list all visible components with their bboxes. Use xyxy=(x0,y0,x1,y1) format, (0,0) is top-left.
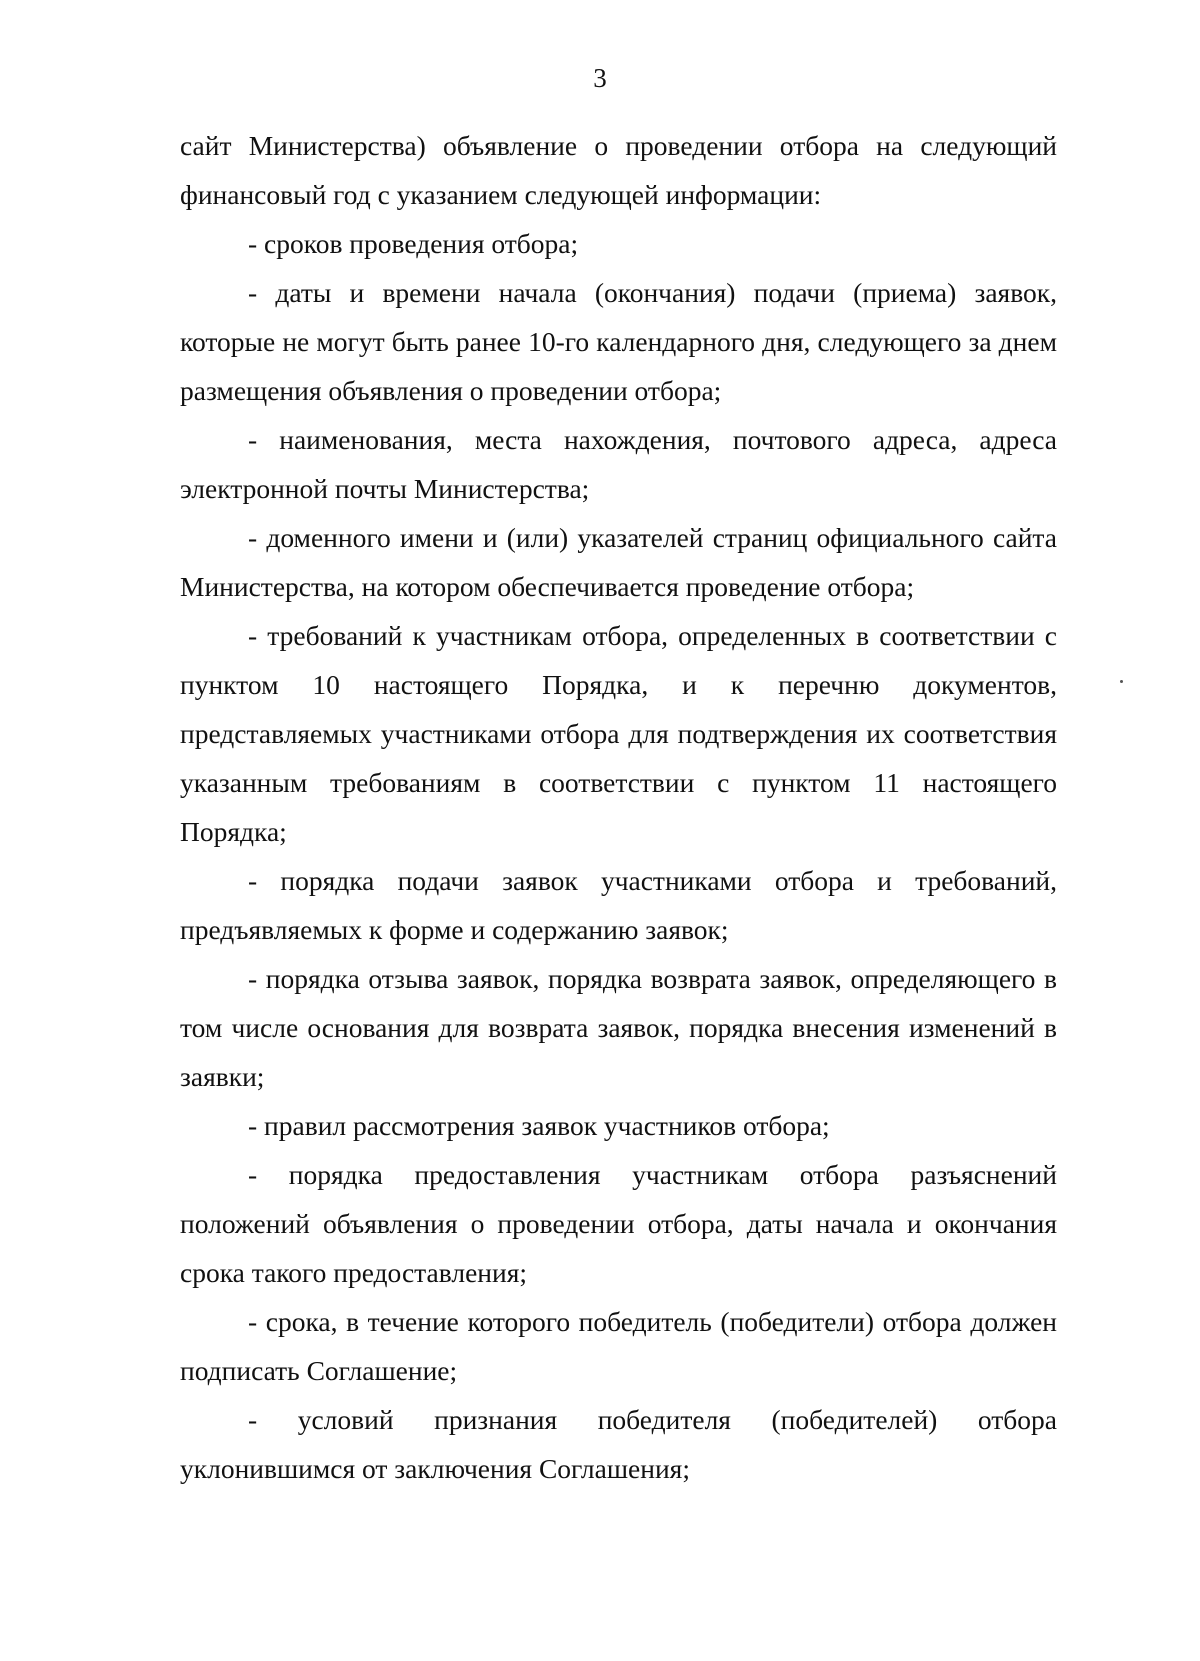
paragraph: сайт Министерства) объявление о проведении отбора на следующий финансовый год с указанием следующей информации: xyxy=(180,130,1057,210)
list-item: - сроков проведения отбора; xyxy=(248,228,579,259)
scan-speck xyxy=(1120,680,1123,683)
list-item: - порядка отзыва заявок, порядка возврата заявок, определяющего в том числе основания для возврата заявок, порядка внесения изменений в заявки; xyxy=(180,963,1057,1092)
document-body xyxy=(180,121,1057,1493)
list-item: - срока, в течение которого победитель (победители) отбора должен подписать Соглашение; xyxy=(180,1306,1057,1386)
list-item: - доменного имени и (или) указателей страниц официального сайта Министерства, на котором обеспечивается проведение отбора; xyxy=(180,522,1057,602)
list-item: - требований к участникам отбора, определенных в соответствии с пунктом 10 настоящего Порядка, и к перечню документов, представляемых участниками отбора для подтверждения их соответствия указанным требованиям в соответствии с пунктом 11 настоящего Порядка; xyxy=(180,620,1057,847)
list-item: - наименования, места нахождения, почтового адреса, адреса электронной почты Министерства; xyxy=(180,424,1057,504)
list-item: - даты и времени начала (окончания) подачи (приема) заявок, которые не могут быть ранее 10-го календарного дня, следующего за днем размещения объявления о проведении отбора; xyxy=(180,277,1057,406)
list-item: - порядка предоставления участникам отбора разъяснений положений объявления о проведении отбора, даты начала и окончания срока такого предоставления; xyxy=(180,1159,1057,1288)
page-number: 3 xyxy=(593,63,607,93)
list-item: - порядка подачи заявок участниками отбора и требований, предъявляемых к форме и содержанию заявок; xyxy=(180,865,1057,945)
list-item: - условий признания победителя (победителей) отбора уклонившимся от заключения Соглашения; xyxy=(180,1404,1057,1484)
list-item: - правил рассмотрения заявок участников отбора; xyxy=(248,1110,830,1141)
